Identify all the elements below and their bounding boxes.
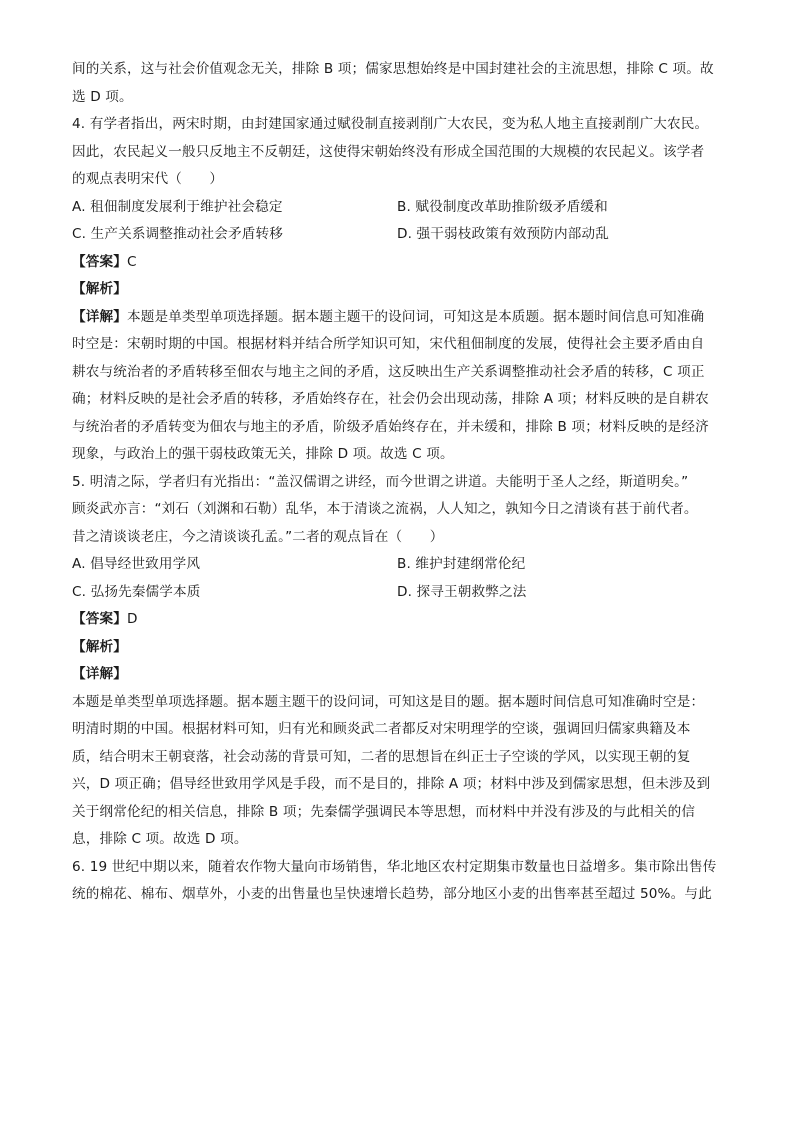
- q5-option-c: C. 弘扬先秦儒学本质: [72, 583, 201, 600]
- q4-detail-line-5: 与统治者的矛盾转变为佃农与地主的矛盾，阶级矛盾始终存在，并未缓和，排除 B 项；材料反映的是经济: [72, 418, 709, 435]
- q4-option-c: C. 生产关系调整推动社会矛盾转移: [72, 226, 283, 242]
- q5-answer-label: 【答案】: [72, 611, 127, 627]
- q5-analysis: [72, 638, 722, 657]
- q5-answer-value: D: [126, 611, 138, 627]
- q4-analysis-label: 【解析】: [72, 281, 127, 297]
- q6-stem-line-2: 统的棉花、棉布、烟草外，小麦的出售量也呈快速增长趋势，部分地区小麦的出售率甚至超过 50%。与此: [72, 886, 712, 902]
- q4-answer: [72, 253, 722, 272]
- q5-stem-line-1: 5. 明清之际，学者归有光指出：“盖汉儒谓之讲经，而今世谓之讲道。夫能明于圣人之经，斯道明矣。”: [72, 473, 689, 490]
- q4-answer-value: C: [126, 253, 137, 270]
- intro-line-2: 选 D 项。: [72, 88, 133, 105]
- q5-option-b: B. 维护封建纲常伦纪: [397, 556, 526, 572]
- q4-options-row-1: [72, 198, 722, 217]
- q5-options-row-1: [72, 555, 722, 574]
- q4-options-row-2: [72, 225, 722, 244]
- q4-stem-line-2: 因此，农民起义一般只反地主不反朝廷，这使得宋朝始终没有形成全国范围的大规模的农民起义。该学者: [72, 143, 705, 160]
- q5-option-a: A. 倡导经世致用学风: [72, 556, 201, 572]
- q5-body-line-5: 关于纲常伦纪的相关信息，排除 B 项；先秦儒学强调民本等思想，而材料中并没有涉及的与此相关的信: [72, 803, 696, 820]
- q4-option-d: D. 强干弱枝政策有效预防内部动乱: [397, 226, 609, 242]
- q4-detail-label: 【详解】: [72, 308, 127, 325]
- intro-line-1: 间的关系，这与社会价值观念无关，排除 B 项；儒家思想始终是中国封建社会的主流思想，排除 C 项。故: [72, 61, 714, 77]
- q4-option-a: A. 租佃制度发展利于维护社会稳定: [72, 198, 283, 215]
- q5-body-line-6: 息，排除 C 项。故选 D 项。: [72, 831, 248, 847]
- q4-stem-line-3: 的观点表明宋代（ ）: [72, 171, 224, 187]
- q5-analysis-label: 【解析】: [72, 638, 127, 655]
- q5-detail-label: 【详解】: [72, 666, 127, 682]
- q5-body-line-1: 本题是单类型单项选择题。据本题主题干的设问词，可知这是目的题。据本题时间信息可知准确时空是：: [72, 693, 705, 710]
- q5-answer: [72, 610, 722, 629]
- q5-stem-line-3: 昔之清谈谈老庄，今之清谈谈孔孟。”二者的观点旨在（ ）: [72, 528, 444, 545]
- q4-detail-line-1: [72, 308, 722, 327]
- q5-body-line-3: 质，结合明末王朝衰落，社会动荡的背景可知，二者的思想旨在纠正士子空谈的学风，以实现王朝的复: [72, 748, 691, 765]
- q4-stem-line-1: 4. 有学者指出，两宋时期，由封建国家通过赋役制直接剥削广大农民，变为私人地主直接剥削广大农民。: [72, 116, 709, 132]
- q4-detail-line-2: 时空是：宋朝时期的中国。根据材料并结合所学知识可知，宋代租佃制度的发展，使得社会主要矛盾由自: [72, 336, 705, 352]
- q4-detail-line-3: 耕农与统治者的矛盾转移至佃农与地主之间的矛盾，这反映出生产关系调整推动社会矛盾的转移，C 项正: [72, 363, 705, 380]
- q5-body-line-4: 兴，D 项正确；倡导经世致用学风是手段，而不是目的，排除 A 项；材料中涉及到儒家思想，但未涉及到: [72, 776, 711, 792]
- q4-analysis: [72, 280, 722, 299]
- q5-option-d: D. 探寻王朝救弊之法: [397, 583, 527, 600]
- q4-answer-label: 【答案】: [72, 253, 127, 270]
- q5-stem-line-2: 顾炎武亦言：“刘石（刘渊和石勒）乱华，本于清谈之流祸，人人知之，孰知今日之清谈有甚于前代者。: [72, 501, 698, 517]
- q5-detail: [72, 665, 722, 684]
- q6-stem-line-1: 6. 19 世纪中期以来，随着农作物大量向市场销售，华北地区农村定期集市数量也日益增多。集市除出售传: [72, 858, 717, 875]
- q4-detail-text-1: 本题是单类型单项选择题。据本题主题干的设问词，可知这是本质题。据本题时间信息可知准确: [126, 308, 705, 325]
- q4-detail-line-4: 确；材料反映的是社会矛盾的转移，矛盾始终存在，社会仍会出现动荡，排除 A 项；材料反映的是自耕农: [72, 391, 709, 407]
- q4-detail-line-6: 现象，与政治上的强干弱枝政策无关，排除 D 项。故选 C 项。: [72, 446, 454, 462]
- document-page: [72, 60, 722, 913]
- q4-option-b: B. 赋役制度改革助推阶级矛盾缓和: [397, 198, 608, 215]
- q5-body-line-2: 明清时期的中国。根据材料可知，归有光和顾炎武二者都反对宋明理学的空谈，强调回归儒家典籍及本: [72, 721, 691, 737]
- q5-options-row-2: [72, 583, 722, 602]
